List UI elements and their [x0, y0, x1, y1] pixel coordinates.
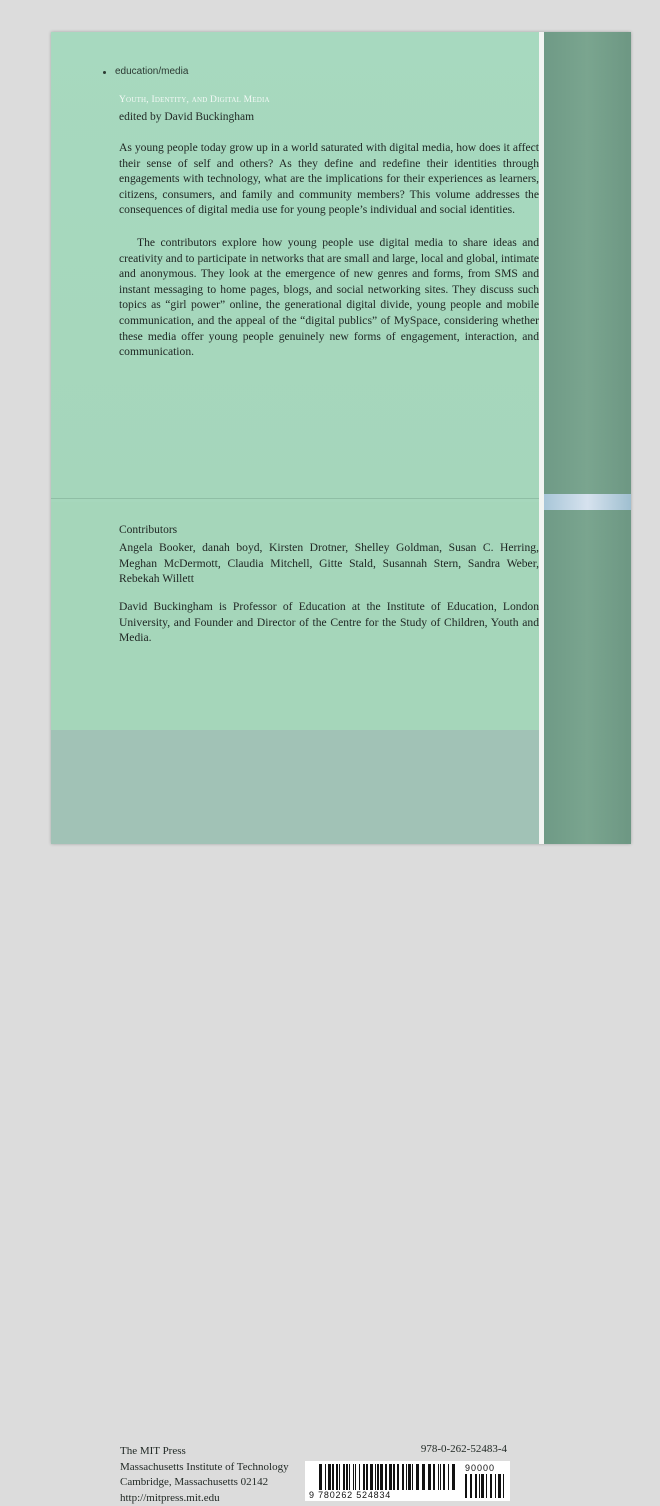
barcode [305, 1461, 510, 1501]
barcode-addon-bars-icon [465, 1474, 505, 1498]
footer-band [51, 730, 539, 844]
description-paragraph-1: As young people today grow up in a world saturated with digital media, how does it affect their sense of self and others? As they define and redefine their identities through engagements with technology, what are the implications for their experiences as learners, citizens, consumers, and family and community members? This volume addresses the consequences of digital media use for young people’s individual and social identities. [119, 140, 539, 218]
description-paragraph-2: The contributors explore how young people use digital media to share ideas and creativity and to participate in networks that are small and large, local and global, intimate and anonymous. They look at the emergence of new genres and forms, from SMS and instant messaging to home pages, blogs, and social networking sites. They discuss such topics as “girl power” online, the generational digital divide, young people and mobile communication, and the appeal of the “digital publics” of MySpace, considering whether these media offer young people genuinely new forms of engagement, interaction, and communication. [119, 235, 539, 360]
publisher-institution: Massachusetts Institute of Technology [120, 1460, 289, 1476]
description-panel [51, 32, 539, 499]
barcode-digits: 9 780262 524834 [309, 1490, 459, 1500]
publisher-url: http://mitpress.mit.edu [120, 1491, 289, 1506]
publisher-city: Cambridge, Massachusetts 02142 [120, 1475, 289, 1491]
editor-line: edited by David Buckingham [119, 111, 254, 123]
contributors-heading: Contributors [119, 524, 177, 536]
series-title: Youth, Identity, and Digital Media [119, 95, 270, 105]
book-back-cover [51, 32, 631, 844]
barcode-bars-icon [319, 1464, 455, 1490]
editor-bio: David Buckingham is Professor of Education at the Institute of Education, London University, and Founder and Director of the Centre for the Study of Children, Youth and Media. [119, 599, 539, 646]
barcode-addon-digits: 90000 [465, 1463, 495, 1473]
isbn-number: 978-0-262-52483-4 [381, 1443, 507, 1455]
bullet-dot [103, 71, 106, 74]
publisher-name: The MIT Press [120, 1444, 289, 1460]
cover-panel [51, 32, 539, 844]
category-label: education/media [115, 66, 188, 77]
spine [544, 32, 631, 844]
publisher-block [120, 1444, 289, 1506]
spine-reflection [544, 494, 631, 510]
contributors-list: Angela Booker, danah boyd, Kirsten Drotner, Shelley Goldman, Susan C. Herring, Meghan McDermott, Claudia Mitchell, Gitte Stald, Susannah Stern, Sandra Weber, Rebekah Willett [119, 540, 539, 587]
